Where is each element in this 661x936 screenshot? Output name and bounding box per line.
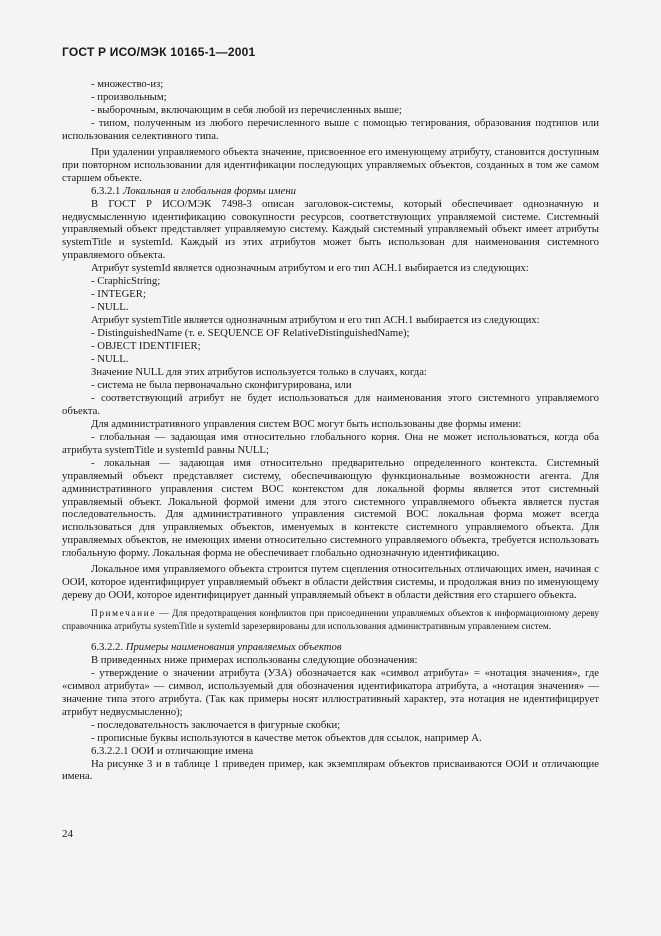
list-item: - множество-из; [91, 78, 164, 90]
list-item: - INTEGER; [91, 288, 146, 301]
paragraph: При удалении управляемого объекта значение, присвоенное его именующему атрибуту, становится доступным при повторном использовании для идентификации последующих управляемых объектов, созданных в том же самом старшем объекте. [62, 145, 599, 184]
section-title: Локальная и глобальная формы имени [123, 184, 296, 197]
document-header: ГОСТ Р ИСО/МЭК 10165-1—2001 [62, 45, 256, 59]
paragraph: Для административного управления систем ВОС могут быть использованы две формы имени: [91, 417, 522, 430]
paragraph: В приведенных ниже примерах использованы следующие обозначения: [91, 653, 418, 666]
paragraph: Атрибут systemTitle является однозначным атрибутом и его тип АСН.1 выбирается из следующих: [91, 314, 540, 327]
list-item: - DistinguishedName (т. е. SEQUENCE OF RelativeDistinguishedName); [91, 327, 410, 340]
list-item: - выборочным, включающим в себя любой из перечисленных выше; [91, 103, 402, 116]
list-item: - OBJECT IDENTIFIER; [91, 340, 201, 353]
section-number: 6.3.2.2. [91, 640, 124, 653]
list-item: - последовательность заключается в фигурные скобки; [91, 718, 341, 731]
list-item: - типом, полученным из любого перечисленного выше с помощью тегирования, образования подтипов или использования селективного типа. [62, 116, 599, 142]
list-item: - CraphicString; [91, 275, 161, 288]
list-item: - произвольным; [91, 90, 167, 103]
list-item: - локальная — задающая имя относительно предварительно определенного контекста. Системный управляемый объект представляет систему, обеспечивающую функциональные возможности агента. Для административного управления систем ВОС контекстом для локальной формы является этот системный управляемый объект. Локальной формой имени для этого системного управляемого объекта является пустая последовательность. Для административного управления системой ВОС локальная форма может всегда использоваться для управляемых объектов, именуемых в контексте системного управляемого объекта. Для управляемых объектов, не имеющих имени относительно системного управляемого объекта, требуется использовать глобальную форму. Локальная форма не обеспечивает глобально однозначную идентификацию. [62, 456, 599, 560]
note [62, 608, 599, 633]
paragraph: В ГОСТ Р ИСО/МЭК 7498-3 описан заголовок-системы, который обеспечивает однозначную и недвусмысленную идентификацию совокупности ресурсов, соответствующих управляемой системе. Системный управляемый объект представляет управляемую систему. Каждый системный управляемый объект имеет атрибуты systemTitle и systemId. Каждый из этих атрибутов может быть использован для наименования системного управляемого объекта. [62, 197, 599, 262]
paragraph: Атрибут systemId является однозначным атрибутом и его тип АСН.1 выбирается из следующих: [91, 262, 529, 275]
section-heading [62, 641, 599, 654]
list-item: - NULL. [91, 353, 129, 366]
list-item: - утверждение о значении атрибута (УЗА) обозначается как «символ атрибута» = «нотация значения», где «символ атрибута» — символ, используемый для обозначения идентификатора атрибута, а «нотация значения» — значение типа этого атрибута. (Так как примеры носят иллюстративный характер, эта нотация не идентифицирует атрибут недвусмысленно); [62, 666, 599, 718]
paragraph: Значение NULL для этих атрибутов используется только в случаях, когда: [91, 365, 427, 378]
note-text: — Для предотвращения конфликтов при присоединении управляемых объектов к информационному дереву справочника атрибуты systemTitle и systemId зарезервированы для использования административным управлением систем. [62, 609, 599, 632]
document-body [62, 78, 599, 783]
section-heading [62, 185, 599, 198]
section-heading: 6.3.2.2.1 ООИ и отличающие имена [91, 744, 254, 757]
list-item: - соответствующий атрибут не будет использоваться для наименования этого системного управляемого объекта. [62, 391, 599, 417]
list-item: - NULL. [91, 301, 129, 314]
page-number: 24 [62, 828, 73, 840]
note-label: Примечание [91, 609, 156, 620]
section-number: 6.3.2.1 [91, 184, 121, 197]
list-item: - прописные буквы используются в качестве меток объектов для ссылок, например А. [91, 731, 482, 744]
list-item: - система не была первоначально сконфигурирована, или [91, 378, 352, 391]
section-title: Примеры наименования управляемых объектов [125, 640, 342, 653]
paragraph: На рисунке 3 и в таблице 1 приведен пример, как экземплярам объектов присваиваются ООИ и отличающие имена. [62, 757, 599, 783]
paragraph: Локальное имя управляемого объекта строится путем сцепления относительных отличающих имен, начиная с ООИ, которое идентифицирует управляемый объект в области действия системы, и продолжая вниз по именующему дереву до ООИ, которое идентифицирует данный управляемый объект в области действия его старшего объекта. [62, 563, 599, 602]
list-item: - глобальная — задающая имя относительно глобального корня. Она не может использоваться, когда оба атрибута systemTitle и systemId равны NULL; [62, 430, 599, 456]
